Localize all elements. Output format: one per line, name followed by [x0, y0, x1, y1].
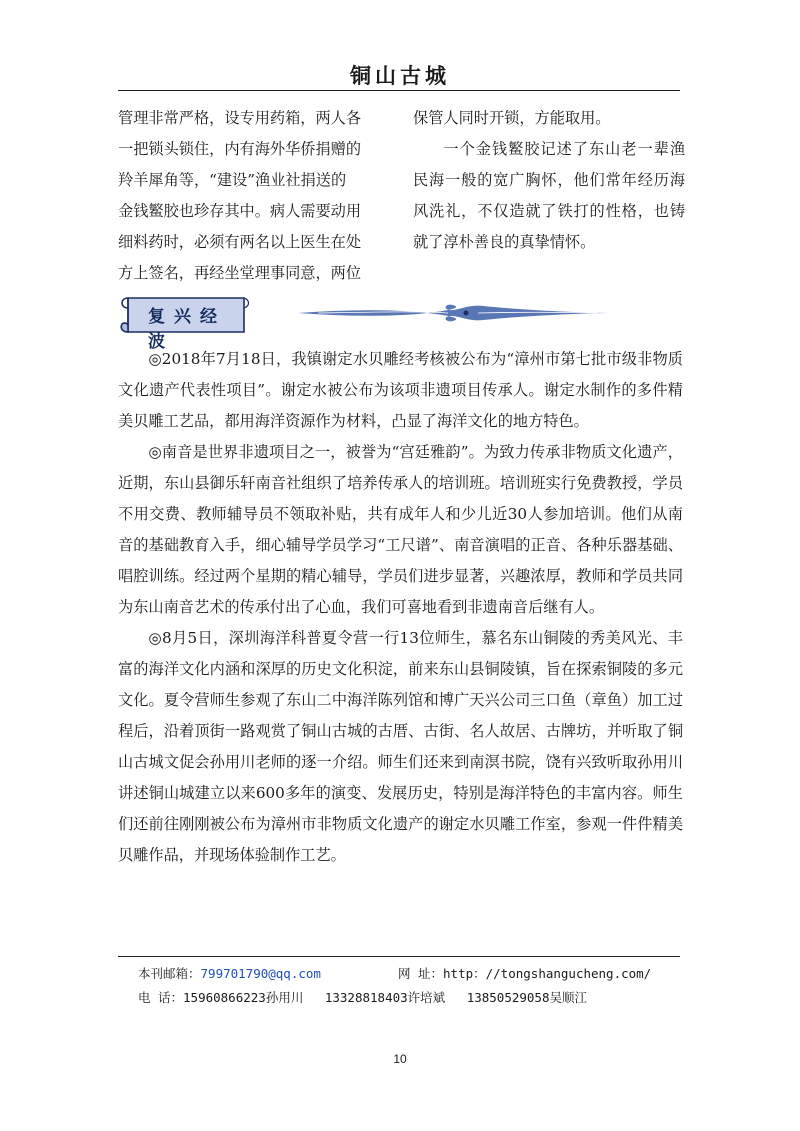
news-paragraph-2: ◎南音是世界非遗项目之一，被誉为“宫廷雅韵”。为致力传承非物质文化遗产，近期，东山县御乐轩南音社组织了培养传承人的培训班。培训班实行免费教授，学员不用交费、教师辅导员不领取补贴，共有成年人和少儿近30人参加培训。他们从南音的基础教育入手，细心辅导学员学习“工尺谱”、南音演唱的正音、各种乐器基础、唱腔训练。经过两个星期的精心辅导，学员们进步显著，兴趣浓厚，教师和学员共同为东山南音艺术的传承付出了心血，我们可喜地看到非遗南音后继有人。: [118, 443, 683, 616]
footer-contact-line-1: [138, 964, 651, 982]
email-label: 本刊邮箱：: [138, 966, 201, 981]
website-label: 网 址：: [398, 966, 444, 981]
right-column: [413, 103, 685, 258]
right-paragraph-2: 一个金钱鳘胶记述了东山老一辈渔民海一般的宽广胸怀，他们常年经历海风洗礼，不仅造就了铁打的性格，也铸就了淳朴善良的真挚情怀。: [413, 140, 685, 251]
left-line: 一把锁头锁住，内有海外华侨捐赠的: [118, 140, 361, 158]
page-header-title: 铜山古城: [350, 63, 450, 88]
section-title: 复兴经波: [148, 307, 226, 352]
left-line: 金钱鳘胶也珍存其中。病人需要动用: [118, 202, 361, 220]
phone-label: 电 话：: [138, 990, 184, 1005]
left-column: [118, 103, 390, 289]
footer-divider: [118, 956, 680, 957]
footer-contact-line-2: [138, 988, 587, 1006]
left-line: 细料药时，必须有两名以上医生在处: [118, 233, 361, 251]
header-divider: [118, 90, 680, 91]
news-paragraph-3: ◎8月5日，深圳海洋科普夏令营一行13位师生，慕名东山铜陵的秀美风光、丰富的海洋文化内涵和深厚的历史文化积淀，前来东山县铜陵镇，旨在探索铜陵的多元文化。夏令营师生参观了东山二中海洋陈列馆和博广天兴公司三口鱼（章鱼）加工过程后，沿着顶街一路观赏了铜山古城的古厝、古街、名人故居、古牌坊，并听取了铜山古城文促会孙用川老师的逐一介绍。师生们还来到南溟书院，饶有兴致听取孙用川讲述铜山城建立以来600多年的演变、发展历史，特别是海洋特色的丰富内容。师生们还前往刚刚被公布为漳州市非物质文化遗产的谢定水贝雕工作室，参观一件件精美贝雕作品，并现场体验制作工艺。: [118, 629, 683, 864]
left-line: 方上签名，再经坐堂理事同意，两位: [118, 264, 361, 282]
email-link[interactable]: 799701790@qq.com: [200, 966, 321, 981]
page-number: 10: [393, 1052, 407, 1066]
website-link[interactable]: http：//tongshangucheng.com/: [443, 966, 652, 981]
left-line: 羚羊犀角等，“建设”渔业社捐送的: [118, 171, 347, 189]
left-line: 管理非常严格，设专用药箱，两人各: [118, 109, 361, 127]
section-banner: [118, 292, 250, 352]
news-paragraph-1: ◎2018年7月18日，我镇谢定水贝雕经考核被公布为“漳州市第七批市级非物质文化遗产代表性项目”。谢定水被公布为该项非遗项目传承人。谢定水制作的多件精美贝雕工艺品，都用海洋资源作为材料，凸显了海洋文化的地方特色。: [118, 350, 683, 430]
main-article: [118, 344, 683, 871]
right-paragraph-1: 保管人同时开锁，方能取用。: [413, 109, 611, 127]
phone-3: 13850529058吴顺江: [466, 990, 587, 1005]
phone-2: 13328818403许培斌: [324, 990, 446, 1005]
phone-1: 15960866223孙用川: [183, 990, 304, 1005]
wave-ornament-icon: [298, 300, 608, 326]
